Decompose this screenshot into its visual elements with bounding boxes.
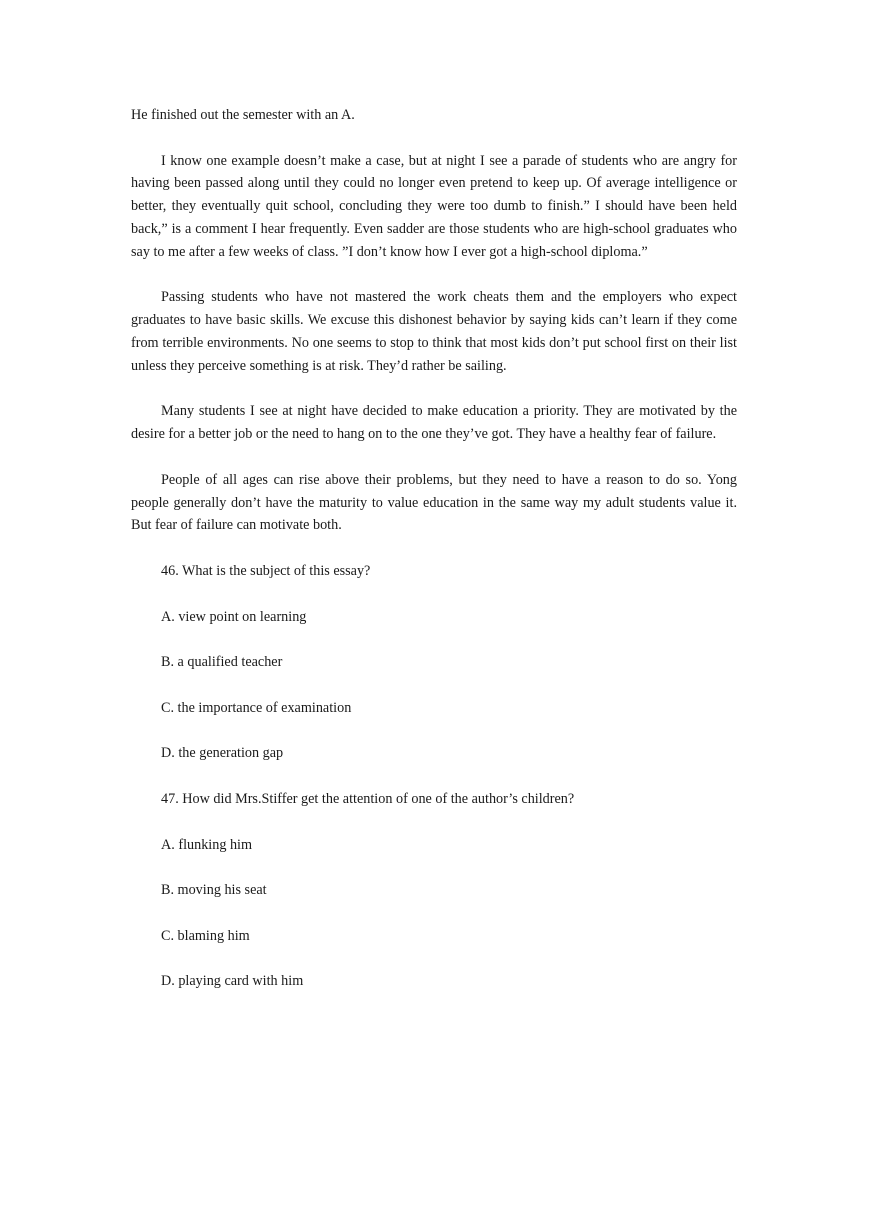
passage-paragraph-3: Passing students who have not mastered the work cheats them and the employers who expect graduates to have basic skills. We excuse this dishonest behavior by saying kids can’t learn if they come from terrible environments. No one seems to stop to think that most kids don’t put school first on their list unless they perceive something is at risk. They’d rather be sailing. xyxy=(131,289,737,374)
option-d: D. playing card with him xyxy=(161,973,304,990)
option-c: C. blaming him xyxy=(161,927,250,944)
option-b: B. a qualified teacher xyxy=(161,654,283,671)
question-stem: 46. What is the subject of this essay? xyxy=(161,562,371,579)
option-c: C. the importance of examination xyxy=(161,699,352,716)
question-46 xyxy=(131,560,737,765)
option-a: A. view point on learning xyxy=(161,608,307,625)
option-b: B. moving his seat xyxy=(161,882,267,899)
passage-paragraph-4: Many students I see at night have decided to make education a priority. They are motivated by the desire for a better job or the need to hang on to the one they’ve got. They have a healthy fear of failure. xyxy=(131,403,737,443)
passage-paragraph-5: People of all ages can rise above their problems, but they need to have a reason to do so. Yong people generally don’t have the maturity to value education in the same way my adult students value it. But fear of failure can motivate both. xyxy=(131,471,737,534)
question-47 xyxy=(131,788,737,993)
passage-paragraph-1: He finished out the semester with an A. xyxy=(131,107,355,123)
document-page xyxy=(131,104,737,1016)
option-a: A. flunking him xyxy=(161,836,253,853)
passage-paragraph-2: I know one example doesn’t make a case, but at night I see a parade of students who are angry for having been passed along until they could no longer even pretend to keep up. Of average intelligence or better, they eventually quit school, concluding they were too dumb to finish.” I should have been held back,” is a comment I hear frequently. Even sadder are those students who are high-school graduates who say to me after a few weeks of class. ”I don’t know how I ever got a high-school diploma.” xyxy=(131,152,737,260)
option-d: D. the generation gap xyxy=(161,745,284,762)
question-stem: 47. How did Mrs.Stiffer get the attention of one of the author’s children? xyxy=(161,790,575,807)
